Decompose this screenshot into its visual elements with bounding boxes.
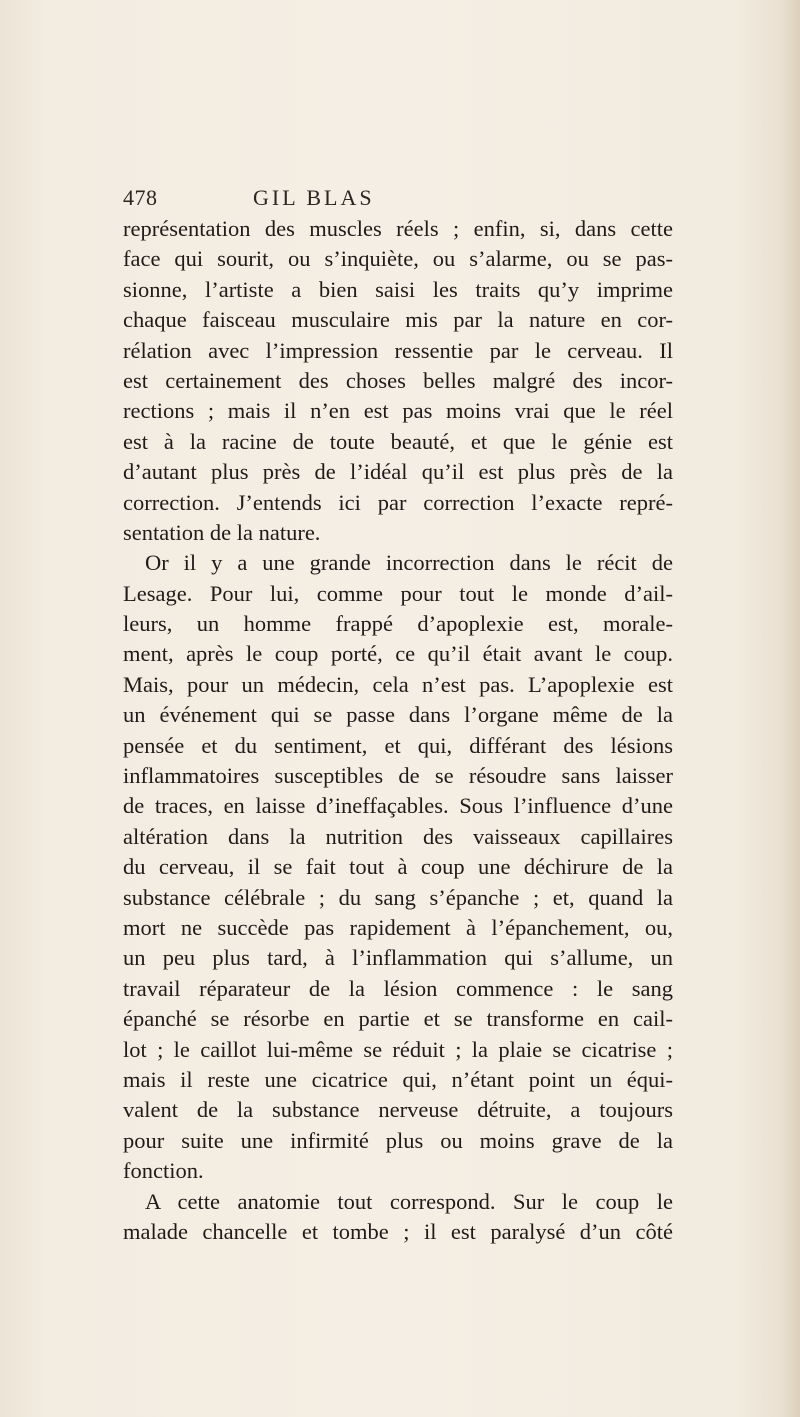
text-line: d’autant plus près de l’idéal qu’il est plus près de la xyxy=(123,459,673,485)
text-line: chaque faisceau musculaire mis par la nature en cor- xyxy=(123,307,673,333)
text-line: travail réparateur de la lésion commence : le sang xyxy=(123,975,673,1001)
text-line: sentation de la nature. xyxy=(123,519,321,545)
text-line: est à la racine de toute beauté, et que le génie est xyxy=(123,428,673,454)
text-line: Or il y a une grande incorrection dans le récit de xyxy=(145,550,673,576)
page-number: 478 xyxy=(123,185,158,210)
text-line: rélation avec l’impression ressentie par le cerveau. Il xyxy=(123,337,673,363)
text-line: inflammatoires susceptibles de se résoudre sans laisser xyxy=(123,763,673,789)
text-line: un événement qui se passe dans l’organe même de la xyxy=(123,702,673,728)
text-line: mort ne succède pas rapidement à l’épanchement, ou, xyxy=(123,914,673,940)
text-line: valent de la substance nerveuse détruite, a toujours xyxy=(123,1097,673,1123)
page-edge-shadow xyxy=(782,0,800,1417)
text-line: pour suite une infirmité plus ou moins grave de la xyxy=(123,1127,673,1153)
text-line: sionne, l’artiste a bien saisi les traits qu’y imprime xyxy=(123,276,673,302)
body-text xyxy=(123,214,673,1247)
text-line: Lesage. Pour lui, comme pour tout le monde d’ail- xyxy=(123,580,673,606)
text-line: correction. J’entends ici par correction l’exacte repré- xyxy=(123,489,673,515)
text-line: lot ; le caillot lui-même se réduit ; la plaie se cicatrise ; xyxy=(123,1036,673,1062)
text-line: pensée et du sentiment, et qui, différant des lésions xyxy=(123,732,673,758)
text-line: fonction. xyxy=(123,1158,204,1184)
text-line: du cerveau, il se fait tout à coup une déchirure de la xyxy=(123,854,673,880)
text-line: un peu plus tard, à l’inflammation qui s’allume, un xyxy=(123,945,673,971)
text-line: Mais, pour un médecin, cela n’est pas. L’apoplexie est xyxy=(123,671,673,697)
text-line: substance célébrale ; du sang s’épanche ; et, quand la xyxy=(123,884,673,910)
text-line: de traces, en laisse d’ineffaçables. Sous l’influence d’une xyxy=(123,793,673,819)
page-header xyxy=(0,0,800,210)
text-line: représentation des muscles réels ; enfin, si, dans cette xyxy=(123,216,673,241)
text-line: mais il reste une cicatrice qui, n’étant point un équi- xyxy=(123,1066,673,1092)
running-title: GIL BLAS xyxy=(253,185,375,210)
text-line: rections ; mais il n’en est pas moins vrai que le réel xyxy=(123,398,673,424)
text-line: est certainement des choses belles malgré des incor- xyxy=(123,367,673,393)
text-line: altération dans la nutrition des vaisseaux capillaires xyxy=(123,823,673,849)
text-line: A cette anatomie tout correspond. Sur le coup le xyxy=(145,1188,673,1214)
text-line: face qui sourit, ou s’inquiète, ou s’alarme, ou se pas- xyxy=(123,246,673,272)
text-line: leurs, un homme frappé d’apoplexie est, morale- xyxy=(123,611,673,637)
text-line: épanché se résorbe en partie et se transforme en cail- xyxy=(123,1006,673,1032)
text-line: ment, après le coup porté, ce qu’il était avant le coup. xyxy=(123,641,673,667)
text-line: malade chancelle et tombe ; il est paralysé d’un côté xyxy=(123,1218,673,1244)
